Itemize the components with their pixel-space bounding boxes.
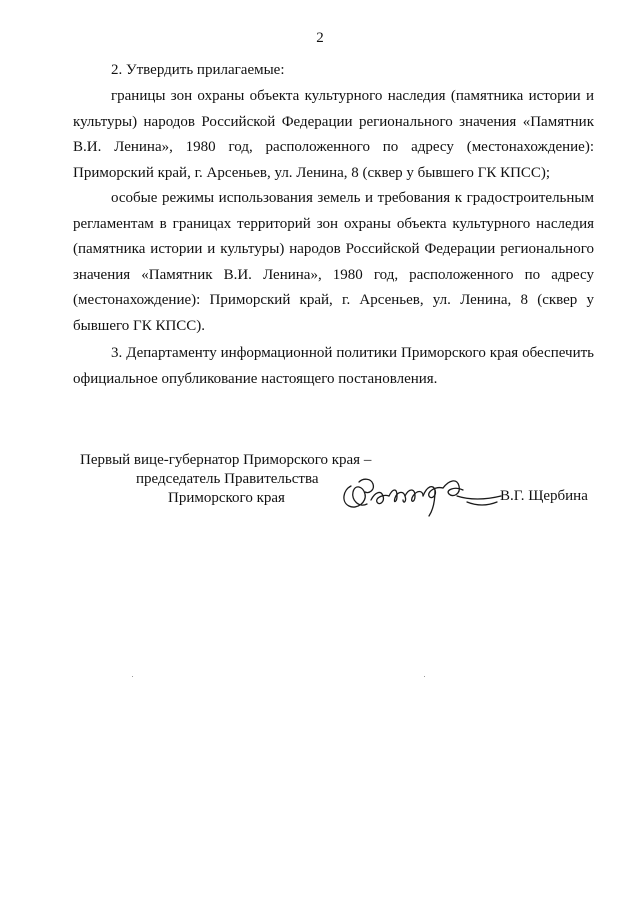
position-line-2: председатель Правительства (136, 471, 319, 487)
item-2-intro: 2. Утвердить прилагаемые: (111, 62, 285, 78)
position-line-1: Первый вице-губернатор Приморского края – (80, 452, 372, 468)
handwritten-signature (337, 466, 507, 522)
item-2-borders-paragraph: границы зон охраны объекта культурного наследия (памятника истории и культуры) народов Российской Федерации регионального значения «Памятник В.И. Ленина», 1980 год, расположенного по адресу (местонахождение): Приморский край, г. Арсеньев, ул. Ленина, 8 (сквер у бывшего ГК КПСС); (73, 88, 594, 181)
scan-artifact (132, 676, 133, 677)
item-2-regimes-paragraph: особые режимы использования земель и требования к градостроительным регламентам в границах территорий зон охраны объекта культурного наследия (памятника истории и культуры) народов Российской Федерации регионального значения «Памятник В.И. Ленина», 1980 год, расположенного по адресу (местонахождение): Приморский край, г. Арсеньев, ул. Ленина, 8 (сквер у бывшего ГК КПСС). (73, 190, 594, 334)
scan-artifact (424, 676, 425, 677)
signatory-position (72, 451, 382, 508)
page-number: 2 (316, 30, 324, 46)
signer-name: В.Г. Щербина (500, 488, 588, 504)
position-line-3: Приморского края (168, 490, 285, 506)
item-3-paragraph: 3. Департаменту информационной политики Приморского края обеспечить официальное опубликование настоящего постановления. (73, 345, 594, 387)
